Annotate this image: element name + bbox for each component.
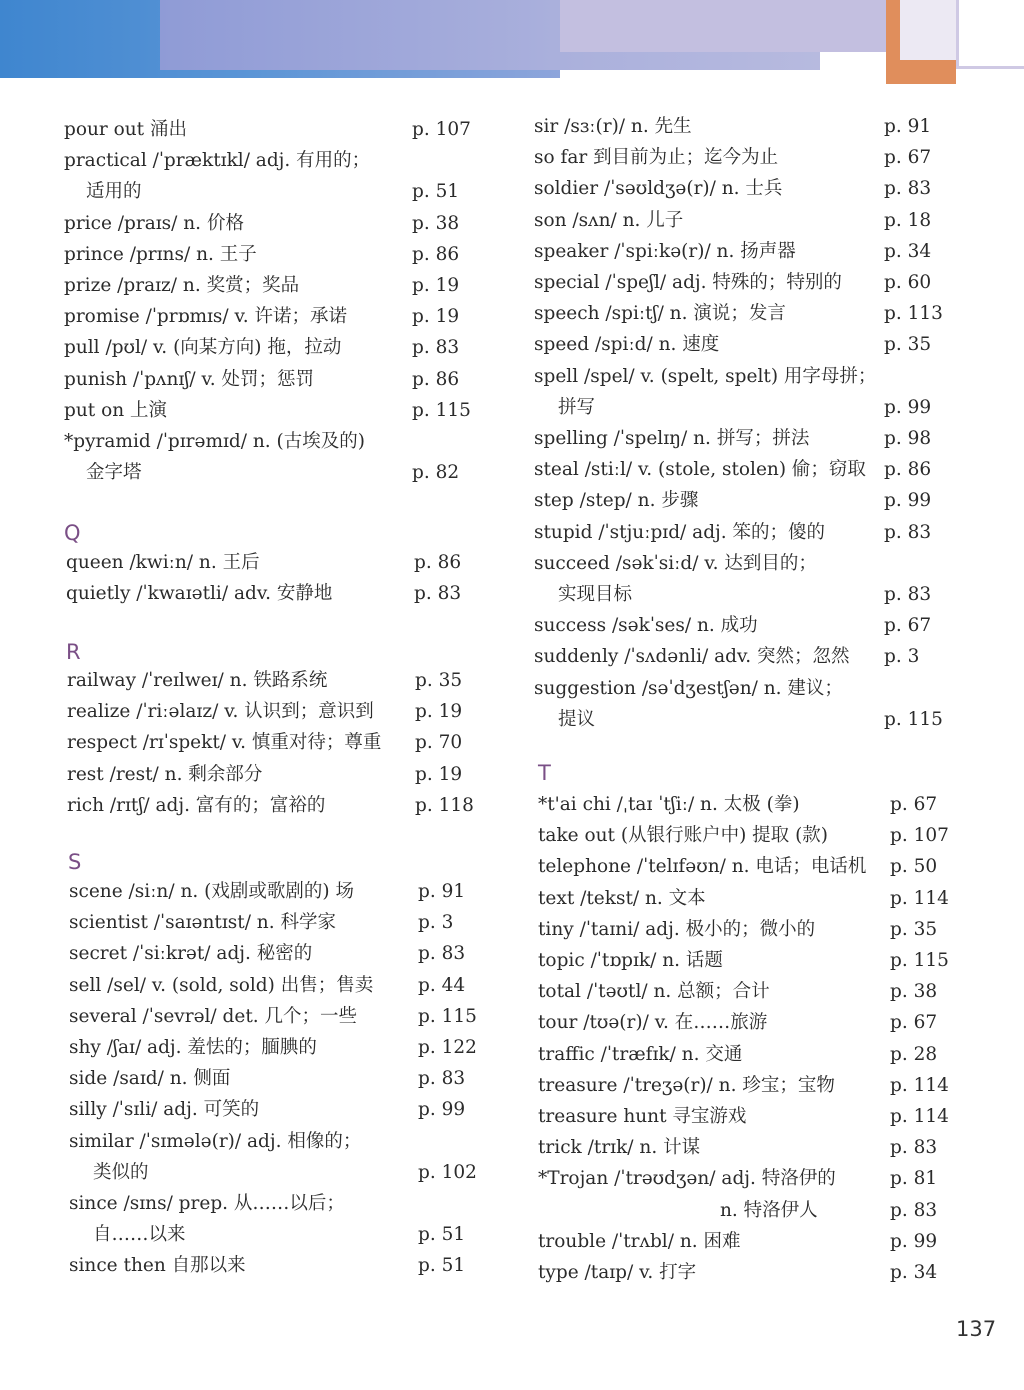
page-reference: p. 115 (418, 1005, 477, 1027)
glossary-entry: treasure /ˈtreʒə(r)/ n. 珍宝；宝物 (538, 1074, 835, 1096)
glossary-entry: tiny /ˈtaɪni/ adj. 极小的；微小的 (538, 918, 816, 940)
page-reference: p. 114 (890, 1074, 949, 1096)
glossary-entry: n. 特洛伊人 (720, 1199, 818, 1221)
glossary-entry: rest /rest/ n. 剩余部分 (67, 763, 263, 785)
page-reference: p. 107 (890, 825, 949, 847)
glossary-entry-continuation: 拼写 (558, 396, 596, 418)
page-reference: p. 67 (890, 1012, 938, 1034)
page-reference: p. 86 (414, 552, 462, 573)
page-reference: p. 83 (890, 1199, 938, 1221)
page-reference: p. 99 (418, 1099, 466, 1121)
glossary-entry: realize /ˈriːəlaɪz/ v. 认识到；意识到 (67, 701, 374, 723)
glossary-entry-continuation: 提议 (558, 708, 596, 730)
page-reference: p. 34 (884, 240, 932, 262)
page-reference: p. 81 (890, 1168, 938, 1190)
glossary-entry: speech /spiːtʃ/ n. 演说；发言 (534, 303, 786, 325)
glossary-entry: sir /sɜː(r)/ n. 先生 (534, 116, 692, 137)
section-letter-header: R (66, 640, 81, 664)
glossary-entry: special /ˈspeʃl/ adj. 特殊的；特别的 (534, 272, 842, 293)
glossary-entry: spelling /ˈspelɪŋ/ n. 拼写；拼法 (534, 428, 810, 449)
glossary-entry: secret /ˈsiːkrət/ adj. 秘密的 (69, 943, 313, 965)
page-reference: p. 19 (415, 701, 463, 723)
page-reference: p. 44 (418, 974, 466, 996)
glossary-entry: sell /sel/ v. (sold, sold) 出售；售卖 (69, 974, 374, 996)
glossary-entry: quietly /ˈkwaɪətli/ adv. 安静地 (66, 583, 333, 605)
glossary-entry: similar /ˈsɪmələ(r)/ adj. 相像的； (69, 1130, 362, 1152)
glossary-entry: take out (从银行账户中) 提取 (款) (538, 825, 829, 847)
page-reference: p. 50 (890, 856, 938, 878)
page-reference: p. 19 (415, 763, 463, 785)
page-reference: p. 35 (884, 334, 932, 356)
page-reference: p. 91 (418, 881, 466, 902)
page-reference: p. 86 (412, 368, 460, 390)
glossary-entry: topic /ˈtɒpɪk/ n. 话题 (538, 950, 723, 971)
page-reference: p. 34 (890, 1262, 938, 1283)
section-letter-header: Q (64, 521, 81, 545)
glossary-entry: scientist /ˈsaɪəntɪst/ n. 科学家 (69, 912, 336, 934)
glossary-entry: stupid /ˈstjuːpɪd/ adj. 笨的；傻的 (534, 521, 826, 543)
glossary-entry: pull /pʊl/ v. (向某方向) 拖，拉动 (64, 337, 342, 359)
page-reference: p. 86 (412, 243, 460, 265)
glossary-entry: *pyramid /ˈpɪrəmɪd/ n. (古埃及的) (64, 431, 365, 452)
page-reference: p. 38 (890, 981, 938, 1003)
page-reference: p. 3 (418, 912, 454, 934)
glossary-entry: traffic /ˈtræfɪk/ n. 交通 (538, 1043, 743, 1065)
page-reference: p. 18 (884, 209, 932, 231)
glossary-entry: prize /praɪz/ n. 奖赏；奖品 (64, 275, 300, 296)
section-letter-header: T (538, 761, 551, 785)
page-reference: p. 67 (884, 147, 932, 169)
page-reference: p. 113 (884, 303, 943, 325)
page-reference: p. 28 (890, 1043, 938, 1065)
page-reference: p. 60 (884, 272, 932, 293)
glossary-entry: telephone /ˈtelɪfəʊn/ n. 电话；电话机 (538, 856, 867, 878)
page-reference: p. 114 (890, 1106, 949, 1127)
page-reference: p. 83 (414, 583, 462, 605)
page-reference: p. 91 (884, 116, 932, 137)
page-reference: p. 3 (884, 646, 920, 668)
glossary-entry: rich /rɪtʃ/ adj. 富有的；富裕的 (67, 794, 326, 816)
glossary-entry: type /taɪp/ v. 打字 (538, 1262, 697, 1283)
page-reference: p. 83 (890, 1137, 938, 1159)
glossary-entry: step /step/ n. 步骤 (534, 490, 699, 512)
glossary-entry: several /ˈsevrəl/ det. 几个；一些 (69, 1005, 358, 1027)
glossary-entry: *Trojan /ˈtrəʊdʒən/ adj. 特洛伊的 (538, 1168, 836, 1190)
glossary-entry: treasure hunt 寻宝游戏 (538, 1106, 747, 1127)
page-reference: p. 86 (884, 459, 932, 481)
glossary-entry: pour out 涌出 (64, 119, 187, 140)
glossary-entry: spell /spel/ v. (spelt, spelt) 用字母拼； (534, 365, 877, 387)
banner-band-light (560, 0, 890, 52)
glossary-entry: *t'ai chi /ˌtaɪ ˈtʃiː/ n. 太极 (拳) (538, 794, 800, 815)
glossary-entry-continuation: 金字塔 (86, 462, 142, 484)
glossary-entry: side /saɪd/ n. 侧面 (69, 1068, 231, 1090)
page-reference: p. 99 (884, 490, 932, 512)
page-reference: p. 35 (890, 918, 938, 940)
page-reference: p. 83 (884, 178, 932, 200)
glossary-entry: so far 到目前为止；迄今为止 (534, 147, 779, 169)
page-reference: p. 122 (418, 1037, 477, 1058)
glossary-entry: punish /ˈpʌnɪʃ/ v. 处罚；惩罚 (64, 368, 314, 390)
page-reference: p. 83 (884, 521, 932, 543)
page-reference: p. 19 (412, 306, 460, 328)
banner-corner-box (956, 0, 1024, 69)
glossary-entry: soldier /ˈsəʊldʒə(r)/ n. 士兵 (534, 178, 783, 200)
glossary-entry: succeed /səkˈsiːd/ v. 达到目的； (534, 552, 817, 574)
glossary-entry-continuation: 适用的 (86, 181, 142, 203)
page-reference: p. 115 (890, 950, 949, 971)
glossary-entry: steal /stiːl/ v. (stole, stolen) 偷；窃取 (534, 459, 866, 481)
glossary-entry: suggestion /səˈdʒestʃən/ n. 建议； (534, 677, 843, 699)
page-reference: p. 38 (412, 212, 460, 234)
page-reference: p. 83 (418, 1068, 466, 1090)
glossary-entry: suddenly /ˈsʌdənli/ adv. 突然；忽然 (534, 646, 850, 668)
page-reference: p. 115 (412, 399, 471, 421)
page-reference: p. 70 (415, 732, 463, 754)
glossary-entry: respect /rɪˈspekt/ v. 慎重对待；尊重 (67, 732, 382, 754)
page-reference: p. 102 (418, 1161, 477, 1183)
page-number: 137 (956, 1317, 997, 1341)
page-reference: p. 67 (890, 794, 938, 815)
glossary-entry: practical /ˈpræktɪkl/ adj. 有用的； (64, 150, 371, 172)
glossary-entry: total /ˈtəʊtl/ n. 总额；合计 (538, 981, 770, 1003)
page-reference: p. 98 (884, 428, 932, 449)
glossary-entry: shy /ʃaɪ/ adj. 羞怯的；腼腆的 (69, 1037, 317, 1058)
page-reference: p. 83 (412, 337, 460, 359)
page-reference: p. 83 (884, 584, 932, 605)
glossary-entry: trick /trɪk/ n. 计谋 (538, 1137, 701, 1159)
glossary-entry: speed /spiːd/ n. 速度 (534, 334, 720, 356)
header-banner (0, 0, 1024, 90)
glossary-entry: put on 上演 (64, 399, 168, 421)
page-reference: p. 67 (884, 615, 932, 637)
page-reference: p. 107 (412, 119, 471, 140)
glossary-entry: silly /ˈsɪli/ adj. 可笑的 (69, 1099, 260, 1121)
glossary-entry: success /səkˈses/ n. 成功 (534, 615, 758, 637)
page-reference: p. 83 (418, 943, 466, 965)
glossary-entry: tour /tʊə(r)/ v. 在……旅游 (538, 1012, 768, 1034)
glossary-entry: railway /ˈreɪlweɪ/ n. 铁路系统 (67, 670, 328, 691)
glossary-entry: promise /ˈprɒmɪs/ v. 许诺；承诺 (64, 306, 348, 328)
page-reference: p. 82 (412, 462, 460, 484)
page-reference: p. 114 (890, 887, 949, 909)
page-reference: p. 35 (415, 670, 463, 691)
page-reference: p. 99 (884, 396, 932, 418)
page-reference: p. 118 (415, 794, 474, 816)
glossary-entry: son /sʌn/ n. 儿子 (534, 209, 684, 231)
glossary-entry-continuation: 自……以来 (93, 1224, 186, 1246)
page-reference: p. 51 (418, 1224, 466, 1246)
section-letter-header: S (68, 850, 82, 874)
page-reference: p. 99 (890, 1230, 938, 1252)
page-reference: p. 115 (884, 708, 943, 730)
glossary-entry: prince /prɪns/ n. 王子 (64, 243, 257, 265)
glossary-entry: speaker /ˈspiːkə(r)/ n. 扬声器 (534, 240, 796, 262)
glossary-entry: price /praɪs/ n. 价格 (64, 212, 244, 234)
glossary-entry: text /tekst/ n. 文本 (538, 887, 706, 909)
glossary-entry-continuation: 类似的 (93, 1161, 149, 1183)
page-reference: p. 51 (412, 181, 460, 203)
glossary-entry-continuation: 实现目标 (558, 584, 633, 605)
glossary-entry: queen /kwiːn/ n. 王后 (66, 552, 260, 573)
glossary-entry: trouble /ˈtrʌbl/ n. 困难 (538, 1230, 741, 1252)
page-reference: p. 19 (412, 275, 460, 296)
glossary-entry: since then 自那以来 (69, 1255, 246, 1277)
glossary-entry: scene /siːn/ n. (戏剧或歌剧的) 场 (69, 881, 354, 902)
glossary-entry: since /sɪns/ prep. 从……以后； (69, 1193, 345, 1214)
page-reference: p. 51 (418, 1255, 466, 1277)
